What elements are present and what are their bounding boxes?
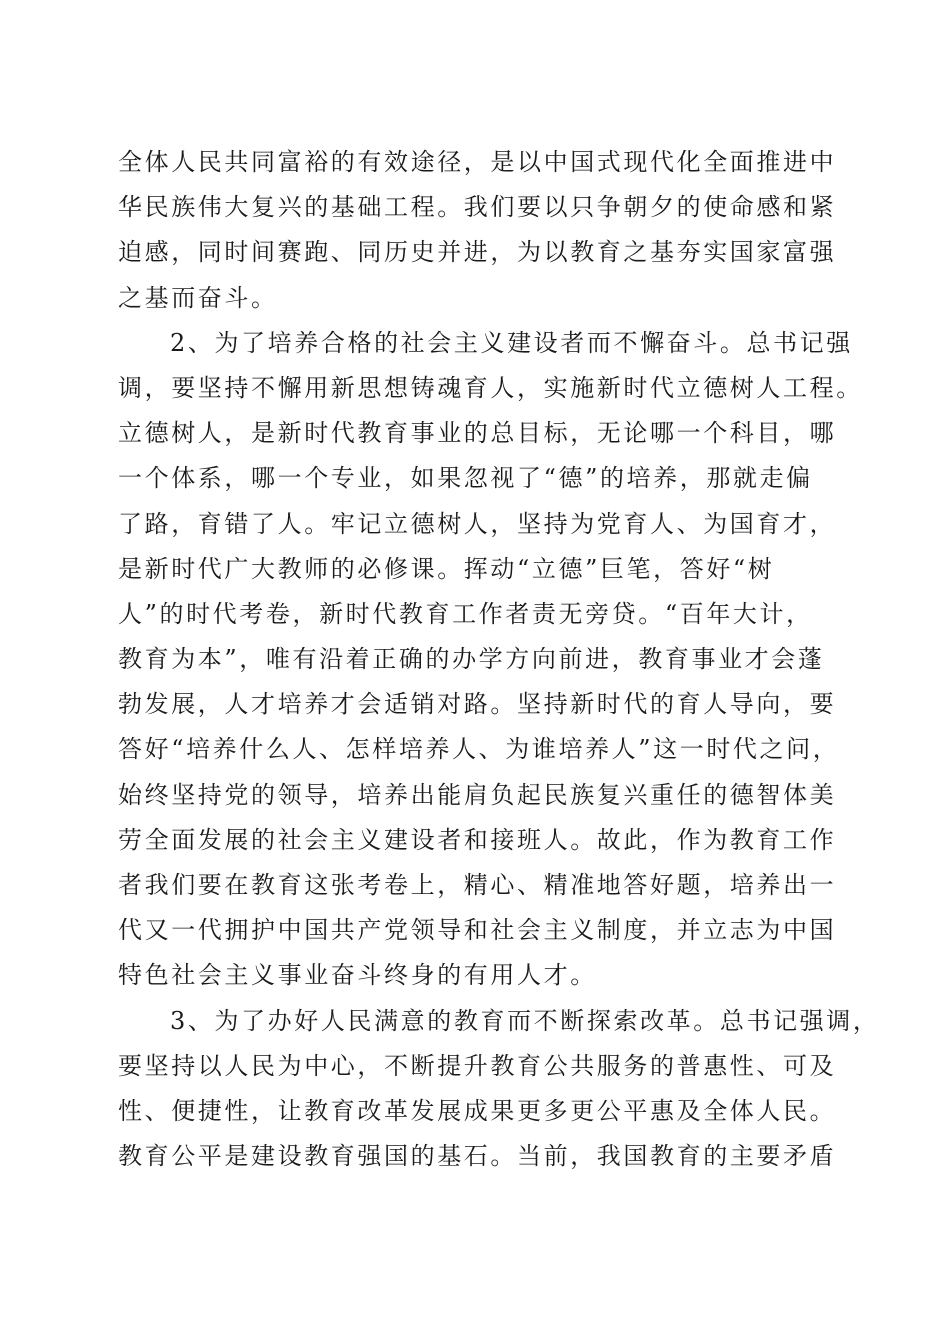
text-line: 勃发展，人才培养才会适销对路。坚持新时代的育人导向，要 bbox=[118, 690, 837, 719]
text-line: 要坚持以人民为中心，不断提升教育公共服务的普惠性、可及 bbox=[118, 1051, 837, 1080]
document-body bbox=[118, 140, 880, 1179]
paragraph-start-line: 3、为了办好人民满意的教育而不断探索改革。总书记强调， bbox=[170, 1006, 880, 1035]
text-line: 了路，育错了人。牢记立德树人，坚持为党育人、为国育才， bbox=[118, 509, 837, 538]
text-line: 华民族伟大复兴的基础工程。我们要以只争朝夕的使命感和紧 bbox=[118, 193, 837, 222]
text-line: 性、便捷性，让教育改革发展成果更多更公平惠及全体人民。 bbox=[118, 1096, 837, 1125]
text-line: 代又一代拥护中国共产党领导和社会主义制度，并立志为中国 bbox=[118, 916, 837, 945]
text-line: 调，要坚持不懈用新思想铸魂育人，实施新时代立德树人工程。 bbox=[118, 373, 863, 402]
text-line: 教育公平是建设教育强国的基石。当前，我国教育的主要矛盾 bbox=[118, 1142, 837, 1171]
text-line: 者我们要在教育这张考卷上，精心、精准地答好题，培养出一 bbox=[118, 871, 837, 899]
text-line: 教育为本”，唯有沿着正确的办学方向前进，教育事业才会蓬 bbox=[118, 645, 825, 674]
text-line: 特色社会主义事业奋斗终身的有用人才。 bbox=[118, 961, 597, 990]
text-line: 是新时代广大教师的必修课。挥动“立德”巨笔，答好“树 bbox=[118, 554, 775, 583]
text-line: 一个体系，哪一个专业，如果忽视了“德”的培养，那就走偏 bbox=[118, 464, 813, 493]
text-line: 立德树人，是新时代教育事业的总目标，无论哪一个科目，哪 bbox=[118, 419, 837, 448]
text-line: 始终坚持党的领导，培养出能肩负起民族复兴重任的德智体美 bbox=[118, 780, 837, 809]
text-line: 劳全面发展的社会主义建设者和接班人。故此，作为教育工作 bbox=[118, 825, 837, 854]
text-line: 全体人民共同富裕的有效途径，是以中国式现代化全面推进中 bbox=[118, 148, 837, 176]
text-line: 迫感，同时间赛跑、同历史并进，为以教育之基夯实国家富强 bbox=[118, 238, 837, 267]
text-line: 之基而奋斗。 bbox=[118, 283, 278, 312]
text-line: 人”的时代考卷，新时代教育工作者责无旁贷。“百年大计， bbox=[118, 599, 813, 628]
paragraph-start-line: 2、为了培养合格的社会主义建设者而不懈奋斗。总书记强 bbox=[170, 328, 853, 357]
text-line: 答好“培养什么人、怎样培养人、为谁培养人”这一时代之问， bbox=[118, 735, 840, 764]
